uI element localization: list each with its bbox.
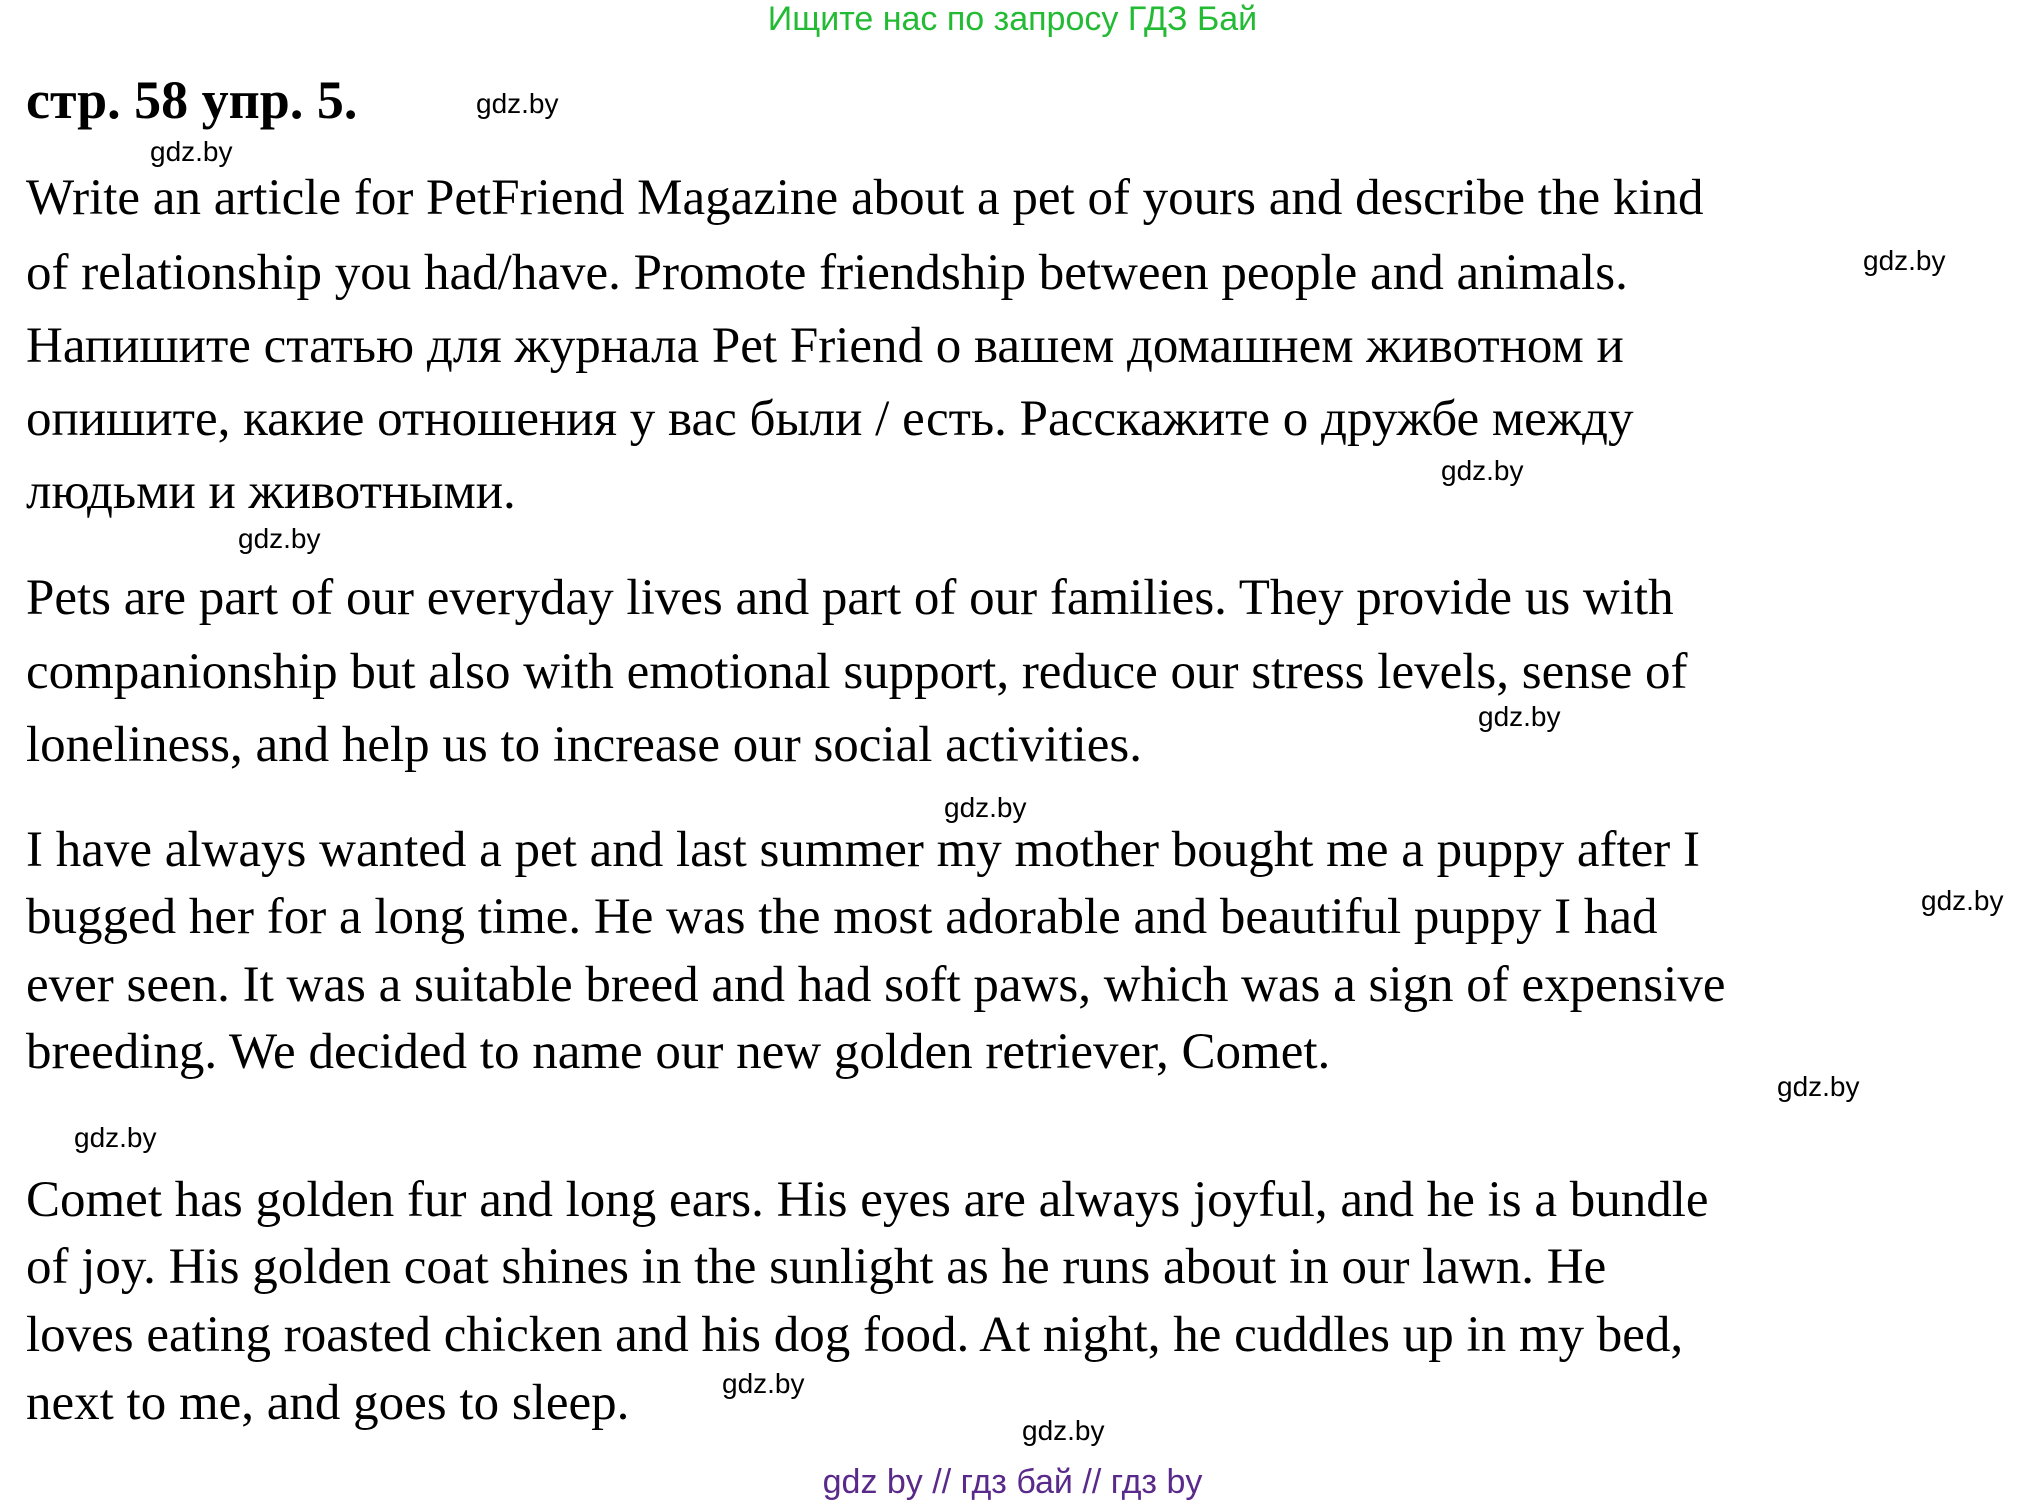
paragraph-line: I have always wanted a pet and last summer my mother bought me a puppy after I (26, 822, 1700, 878)
watermark: gdz.by (722, 1368, 805, 1399)
task-en-line: of relationship you had/have. Promote friendship between people and animals. (26, 245, 1628, 301)
paragraph-line: Pets are part of our everyday lives and part of our families. They provide us with (26, 570, 1674, 626)
paragraph-line: next to me, and goes to sleep. (26, 1375, 630, 1431)
paragraph-line: Comet has golden fur and long ears. His eyes are always joyful, and he is a bundle (26, 1172, 1709, 1228)
watermark: gdz.by (238, 523, 321, 554)
watermark: gdz.by (1777, 1071, 1860, 1102)
paragraph-line: ever seen. It was a suitable breed and had soft paws, which was a sign of expensive (26, 957, 1726, 1013)
task-en-line: Write an article for PetFriend Magazine about a pet of yours and describe the kind (26, 170, 1704, 226)
paragraph-line: companionship but also with emotional support, reduce our stress levels, sense of (26, 644, 1688, 700)
task-ru-line: людьми и животными. (26, 464, 516, 520)
watermark: gdz.by (1921, 885, 2004, 916)
watermark: gdz.by (944, 792, 1027, 823)
watermark: gdz.by (1022, 1415, 1105, 1446)
watermark: gdz.by (1441, 455, 1524, 486)
task-ru-line: опишите, какие отношения у вас были / есть. Расскажите о дружбе между (26, 391, 1634, 447)
exercise-heading: стр. 58 упр. 5. (26, 70, 358, 130)
paragraph-line: bugged her for a long time. He was the most adorable and beautiful puppy I had (26, 889, 1658, 945)
watermark: gdz.by (476, 88, 559, 119)
paragraph-line: loneliness, and help us to increase our social activities. (26, 717, 1143, 773)
watermark: gdz.by (1478, 701, 1561, 732)
watermark: gdz.by (1863, 245, 1946, 276)
task-ru-line: Напишите статью для журнала Pet Friend о вашем домашнем животном и (26, 318, 1624, 374)
paragraph-line: of joy. His golden coat shines in the sunlight as he runs about in our lawn. He (26, 1239, 1607, 1295)
search-banner[interactable]: Ищите нас по запросу ГДЗ Бай (767, 0, 1258, 38)
watermark: gdz.by (150, 136, 233, 167)
watermark: gdz.by (74, 1122, 157, 1153)
paragraph-line: loves eating roasted chicken and his dog food. At night, he cuddles up in my bed, (26, 1307, 1684, 1363)
paragraph-line: breeding. We decided to name our new golden retriever, Comet. (26, 1024, 1331, 1080)
footer-links[interactable]: gdz by // гдз бай // гдз by (822, 1463, 1203, 1501)
